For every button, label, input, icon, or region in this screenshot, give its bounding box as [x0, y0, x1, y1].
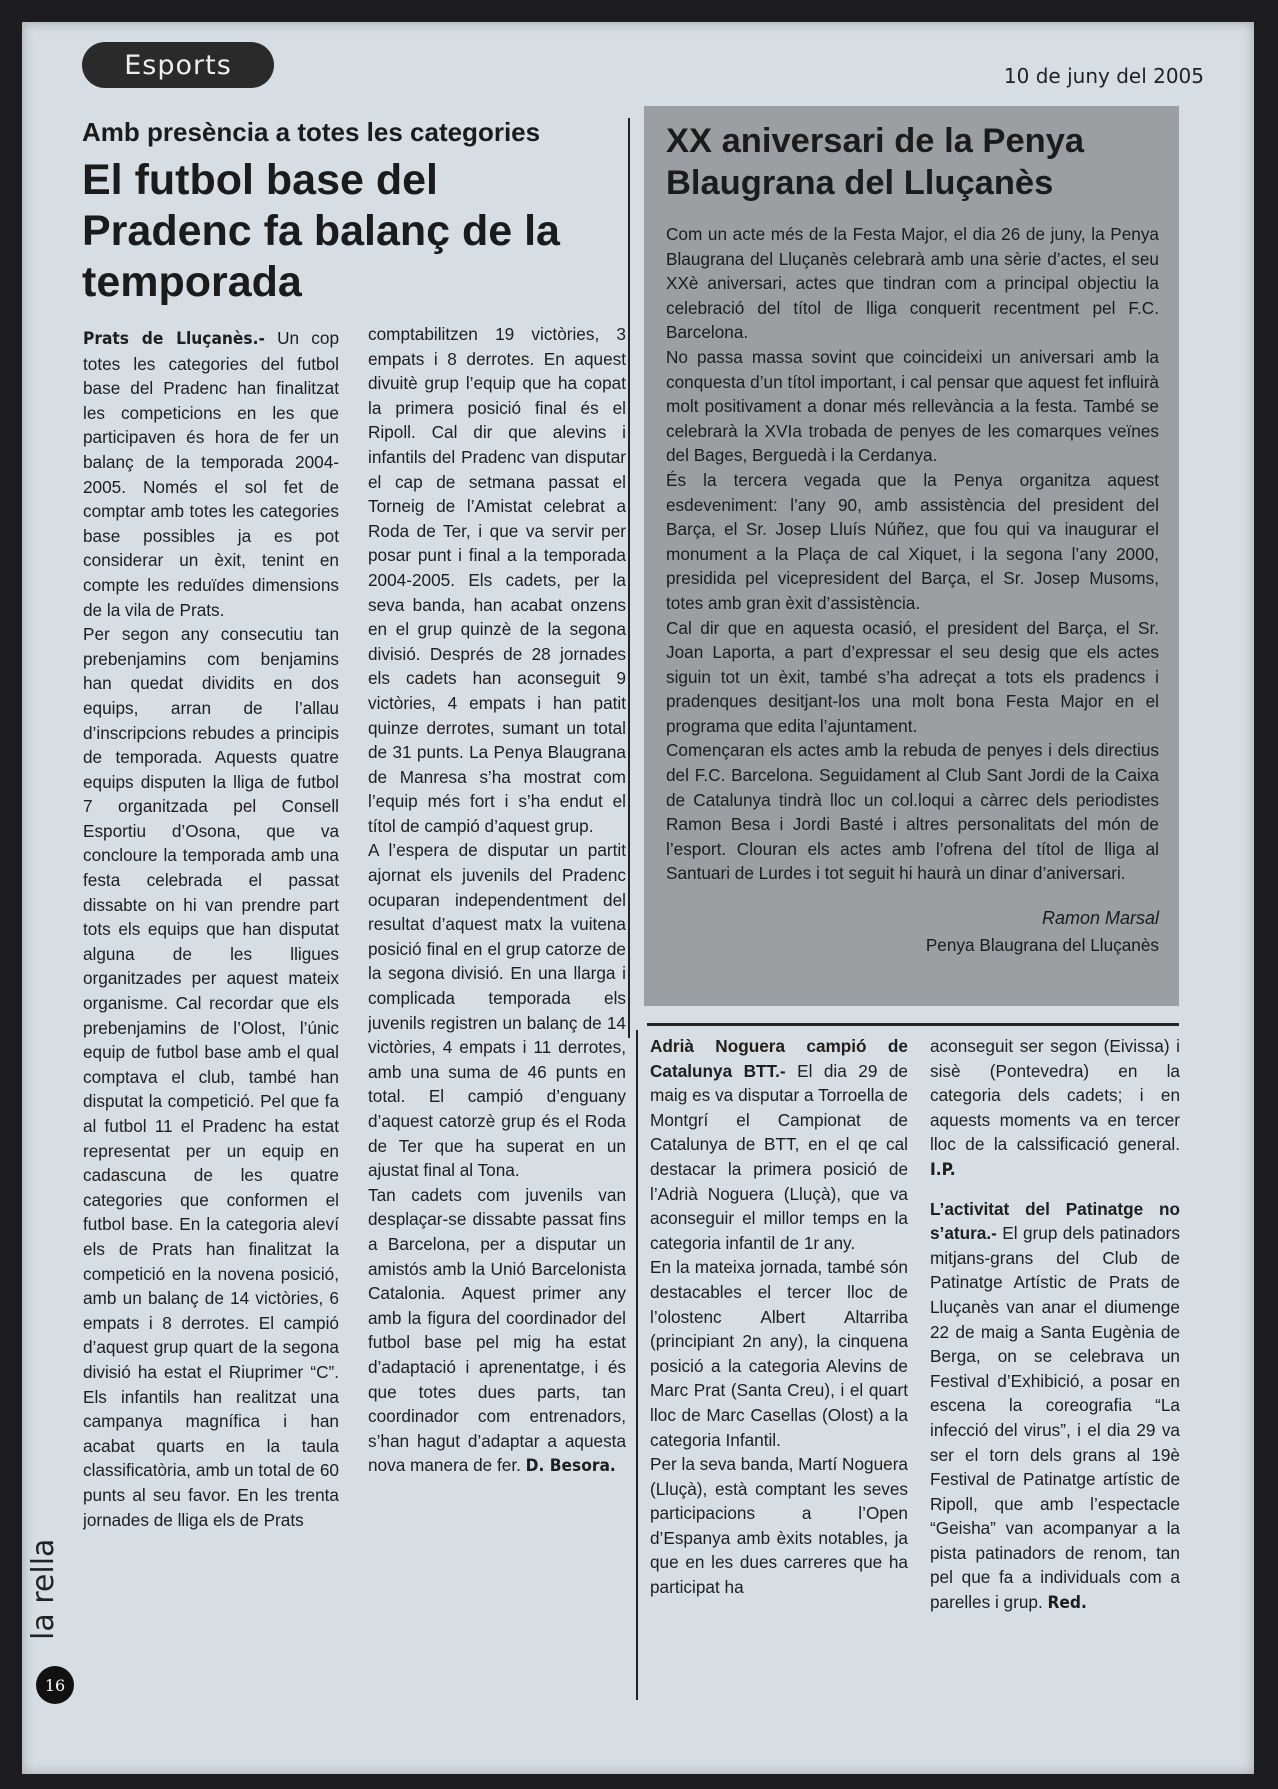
anniversary-box [644, 106, 1179, 1006]
btt-byline: I.P. [930, 1159, 956, 1180]
main-article-paragraph: Prats de Lluçanès.- Un cop totes les categories del futbol base del Pradenc han finalitzat les competicions en les que participaven és hora de fer un balanç de la temporada 2004-2005. Només el sol fet de comptar amb totes les categories base possibles ja es pot considerar un èxit, tenint en compte les reduïdes dimensions de la vila de Prats. [83, 328, 339, 620]
btt-lead: Adrià Noguera campió de Catalunya BTT.- [650, 1036, 908, 1081]
skating-paragraph: L’activitat del Patinatge no s’atura.- El grup dels patinadors mitjans-grans del Club de Patinatge Artístic de Prats de Lluçanès van anar el diumenge 22 de maig a Santa Eugènia de Berga, on se celebrava un Festival d’Exhibició, a posar en escena la coreografia “La infecció del virus”, i el dia 29 va ser el torn dels grans al 19è Festival de Patinatge artístic de Ripoll, que amb l’espectacle “Geisha” van acompanyar a la pista patinadors de renom, tan pel que fa a individuals com a parelles i grup. Red. [930, 1198, 1180, 1614]
main-article-paragraph: comptabilitzen 19 victòries, 3 empats i 8 derrotes. En aquest divuitè grup l’equip que ha copat la primera posició final és el Ripoll. Cal dir que alevins i infantils del Pradenc van disputar el cap de setmana passat el Torneig de l’Amistat celebrat a Roda de Ter, i que va servir per posar punt i final a la temporada 2004-2005. Els cadets, per la seva banda, han acabat onzens en el grup quinzè de la segona divisió. Després de 28 jornades els cadets han aconseguit 9 victòries, 4 empats i han patit quinze derrotes, sumant un total de 31 punts. La Penya Blaugrana de Manresa s’ha mostrat com l’equip més fort i s’ha endut el títol de campió d’aquest grup. [368, 324, 626, 836]
main-article-paragraph: A l’espera de disputar un partit ajornat els juvenils del Pradenc ocuparan independentment del resultat d’aquest matx la vuitena posició final en el grup catorze de la segona divisió. En una llarga i complicada temporada els juvenils registren un balanç de 14 victòries, 4 empats i 11 derrotes, amb una suma de 46 punts en total. El campió d’enguany d’aquest catorzè grup és el Roda de Ter que ha superat en un ajustat final al Tona. [368, 840, 626, 1181]
box-paragraph: Començaran els actes amb la rebuda de penyes i dels directius del F.C. Barcelona. Seguidament al Club Sant Jordi de la Caixa de Catalunya tindrà lloc un col.loqui a càrrec dels periodistes Ramon Besa i Jordi Basté i altres personalitats del món de l’esport. Clouran els actes amb l’ofrena del títol de lliga al Santuari de Lurdes i tot seguit hi haurà un dinar d’aniversari. [666, 740, 1159, 884]
main-article-column-2 [368, 322, 626, 1702]
magazine-brand: la rella [26, 1538, 61, 1640]
main-article-paragraph: Tan cadets com juvenils van desplaçar-se dissabte passat fins a Barcelona, per a disputar un amistós amb la Unió Barcelonista Catalonia. Aquest primer any amb la figura del coordinador del futbol base pel mig ha estat d’adaptació i aprenentatge, i és que totes dues parts, tan coordinador com entrenadors, s’han hagut d’adaptar a aquesta nova manera de fer. D. Besora. [368, 1184, 626, 1477]
box-body [666, 222, 1159, 957]
box-paragraph: És la tercera vegada que la Penya organitza aquest esdeveniment: l’any 90, amb assistència del president del Barça, el Sr. Josep Lluís Núñez, que fou qui va inaugurar el monument a la Plaça de cal Xiquet, i la segona l’any 2000, presidida pel vicepresident del Barça, el Sr. Josep Musoms, totes amb gran èxit d’assistència. [666, 469, 1159, 613]
section-label: Esports [82, 42, 274, 88]
short-news-column [930, 1034, 1180, 1704]
btt-paragraph: Per la seva banda, Martí Noguera (Lluçà), està comptant les seves participacions a l’Open d’Espanya amb èxits notables, ja que en les dues carreres que ha participat ha [650, 1454, 908, 1598]
main-article-column-1 [83, 326, 339, 1698]
column-divider [636, 1030, 638, 1700]
box-paragraph: Com un acte més de la Festa Major, el dia 26 de juny, la Penya Blaugrana del Lluçanès celebrarà amb una sèrie d’actes, el seu XXè aniversari, actes que tindran com a principal objectiu la celebració del títol de lliga conquerit recentment pel F.C. Barcelona. [666, 224, 1159, 343]
btt-paragraph: En la mateixa jornada, també són destacables el tercer lloc de l’olostenc Albert Altarriba (principiant 2n any), la cinquena posició a la categoria Alevins de Marc Prat (Santa Creu), i el quart lloc de Marc Casellas (Olost) a la categoria Infantil. [650, 1257, 908, 1450]
article-dateline: Prats de Lluçanès.- [83, 329, 265, 349]
article-headline: El futbol base del Pradenc fa balanç de la temporada [82, 156, 560, 306]
btt-article-column [650, 1034, 908, 1704]
article-kicker: Amb presència a totes les categories [82, 117, 541, 147]
box-paragraph: No passa massa sovint que coincideixi un aniversari amb la conquesta d’un títol important, i cal pensar que aquest fet influirà molt positivament a donar més rellevància a la festa. També se celebrarà la XVIa trobada de penyes de les comarques veïnes del Bages, Berguedà i la Cerdanya. [666, 346, 1159, 466]
box-title: XX aniversari de la Penya Blaugrana del Lluçanès [666, 122, 1085, 202]
horizontal-divider [647, 1023, 1179, 1026]
article-byline: D. Besora. [525, 1456, 616, 1477]
btt-continuation: aconseguit ser segon (Eivissa) i sisè (Pontevedra) en la categoria dels cadets; i en aquests moments va en tercer lloc de la calssificació general. I.P. [930, 1036, 1180, 1180]
signature-name: Ramon Marsal [1041, 908, 1159, 929]
skating-lead: L’activitat del Patinatge no s’atura.- [930, 1198, 1180, 1244]
btt-paragraph: Adrià Noguera campió de Catalunya BTT.- El dia 29 de maig es va disputar a Torroella de Montgrí el Campionat de Catalunya de BTT, en el qe cal destacar la primera posició de l’Adrià Noguera (Lluçà), que va aconseguir el millor temps en la categoria infantil de 1r any. [650, 1036, 908, 1253]
column-divider [628, 118, 630, 1038]
issue-date: 10 de juny del 2005 [1003, 64, 1204, 88]
signature-organization: Penya Blaugrana del Lluçanès [925, 934, 1159, 955]
skating-byline: Red. [1047, 1593, 1087, 1614]
main-article-paragraph: Per segon any consecutiu tan prebenjamins com benjamins han quedat dividits en dos equips, arran de l’allau d’inscripcions rebudes a principis de temporada. Aquests quatre equips disputen la lliga de futbol 7 organitzada pel Consell Esportiu d’Osona, que va concloure la temporada amb una festa celebrada el passat dissabte on hi van prendre part tots els equips que han disputat alguna de les lligues organitzades per aquest mateix organisme. Cal recordar que els prebenjamins de l’Olost, l’únic equip de futbol base amb el qual comptava el club, també han disputat la competició. Pel que fa al futbol 11 el Pradenc ha estat representat per un equip en cadascuna de les quatre categories que conformen el futbol base. En la categoria aleví els de Prats han finalitzat la competició en la novena posició, amb un balanç de 14 victòries, 6 empats i 8 derrotes. El campió d’aquest grup quart de la segona divisió ha estat el Riuprimer “C”. Els infantils han realitzat una campanya magnífica i han acabat quarts en la taula classificatòria, amb un total de 60 punts al seu favor. En les trenta jornades de lliga els de Prats [83, 624, 339, 1530]
box-paragraph: Cal dir que en aquesta ocasió, el president del Barça, el Sr. Joan Laporta, a part d’expressar el seu desig que els actes siguin tot un èxit, també s’ha adreçat a tots els pradencs i pradenques desitjant-los una molt bona Festa Major en el programa que edita l’ajuntament. [666, 617, 1159, 736]
page-number: 16 [36, 1666, 74, 1704]
